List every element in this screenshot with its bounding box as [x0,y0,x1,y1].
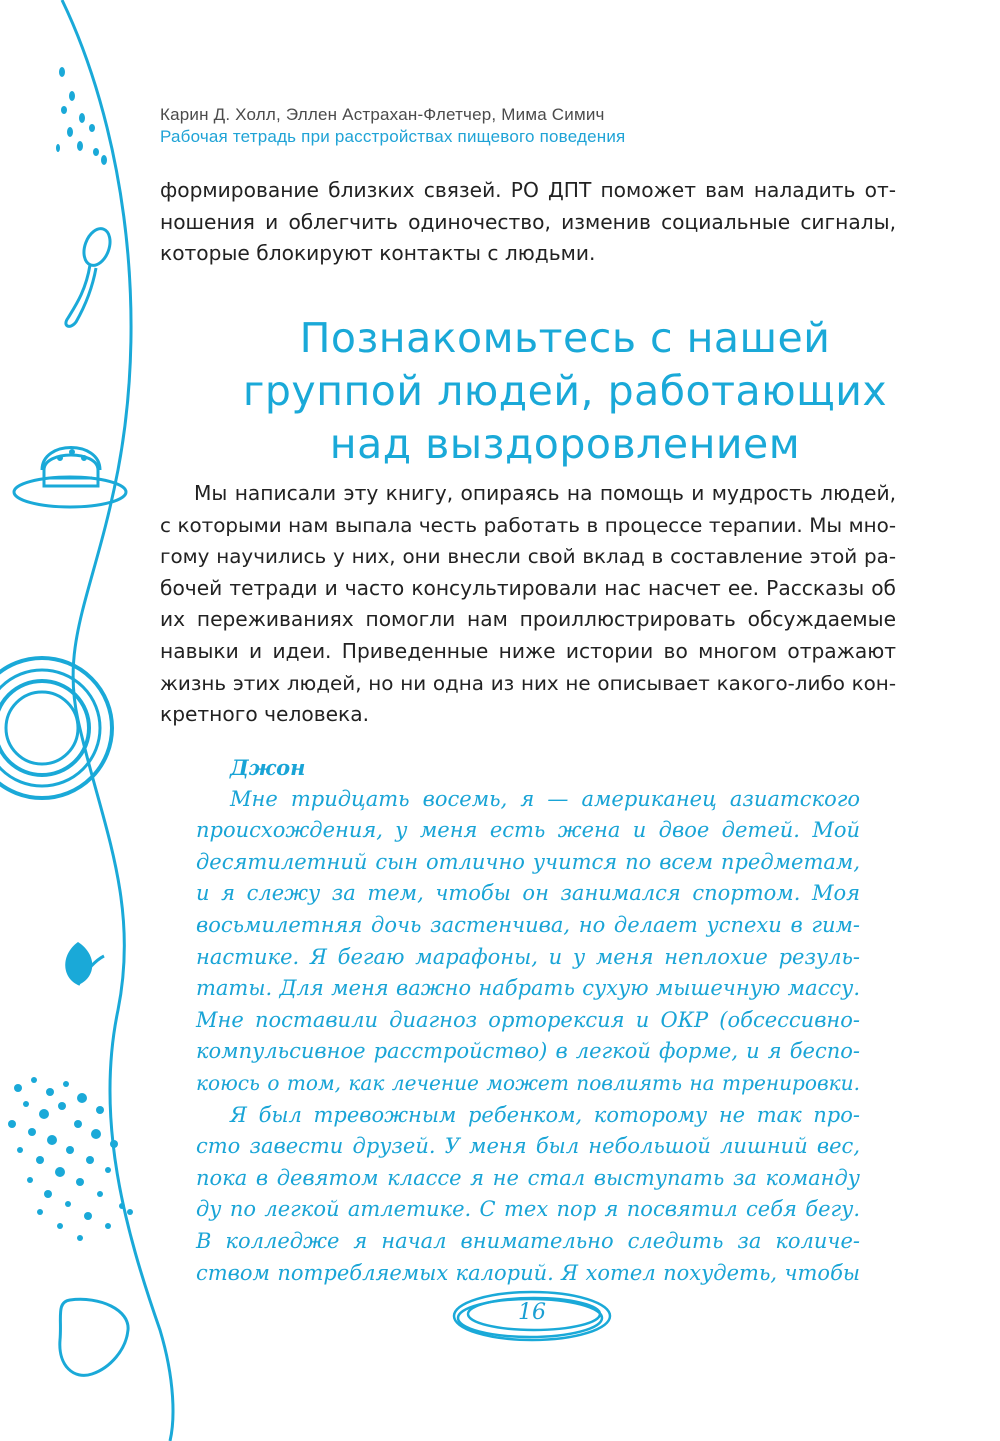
main-line: жизнь этих людей, но ни одна из них не описывает какого-либо кон- [160,671,896,695]
main-paragraph [160,478,896,731]
story-john [196,752,860,1289]
story-line: Я был тревожным ребенком, которому не так про- [230,1102,860,1127]
intro-line: ношения и облегчить одиночество, изменив социальные сигналы, [160,209,896,234]
main-line: с которыми нам выпала честь работать в процессе терапии. Мы мно- [160,513,896,537]
story-line: происхождения, у меня есть жена и двое детей. Мой [196,818,860,843]
story-line: В колледже я начал внимательно следить за количе- [196,1228,860,1253]
story-line: Мне тридцать восемь, я — американец азиатского [230,786,860,811]
main-line: их переживаниях помогли нам проиллюстрировать обсуждаемые [160,607,896,632]
intro-paragraph [160,175,896,270]
leaf-icon [65,942,104,985]
spoon-icon [66,225,115,326]
main-line: кретного человека. [160,702,370,727]
main-line: навыки и идеи. Приведенные ниже истории во многом отражают [160,638,896,663]
story-line: таты. Для меня важно набрать сухую мышечную массу. [196,976,860,1001]
story-line: ством потребляемых калорий. Я хотел похудеть, чтобы [196,1260,860,1285]
main-line: гому научились у них, они внесли свой вклад в составление этой ра- [160,545,896,569]
story-line: коюсь о том, как лечение может повлиять на тренировки. [196,1070,860,1095]
heading-line: над выздоровлением [329,420,801,468]
main-line: Мы написали эту книгу, опираясь на помощь и мудрость людей, [194,481,896,505]
page-number: 16 [518,1300,546,1325]
header-book-title: Рабочая тетрадь при расстройствах пищевого поведения [160,127,626,146]
blob-shape-icon [60,1299,128,1375]
story-name: Джон [230,755,306,780]
intro-line: формирование близких связей. РО ДПТ поможет вам наладить от- [160,178,896,202]
heading-line: Познакомьтесь с нашей [299,314,831,362]
story-line: ду по легкой атлетике. С тех пор я посвятил себя бегу. [196,1197,860,1222]
dots-cluster-top-icon [56,67,107,165]
intro-line: которые блокируют контакты с людьми. [160,241,596,266]
story-line: настике. Я бегаю марафоны, и у меня неплохие резуль- [196,944,860,969]
header-authors: Карин Д. Холл, Эллен Астрахан-Флетчер, Мима Симич [160,105,605,124]
story-line: пока в девятом классе я не стал выступать за команду [196,1165,860,1190]
story-line: и я слежу за тем, чтобы он занимался спортом. Моя [196,881,860,906]
heading-line: группой людей, работающих [242,367,888,415]
story-line: Мне поставили диагноз орторексия и ОКР (обсессивно- [196,1007,860,1032]
main-line: бочей тетради и часто консультировали нас насчет ее. Рассказы об [160,575,896,600]
running-header [160,104,920,148]
story-line: сто завести друзей. У меня был небольшой лишний вес, [196,1134,860,1159]
cupcake-plate-icon [14,448,126,508]
story-line: восьмилетняя дочь застенчива, но делает успехи в гим- [196,912,860,937]
story-line: десятилетний сын отлично учится по всем предметам, [196,849,860,874]
story-line: компульсивное расстройство) в легкой форме, и я беспо- [196,1039,860,1064]
section-heading [160,312,970,471]
concentric-circles-icon [0,658,112,798]
